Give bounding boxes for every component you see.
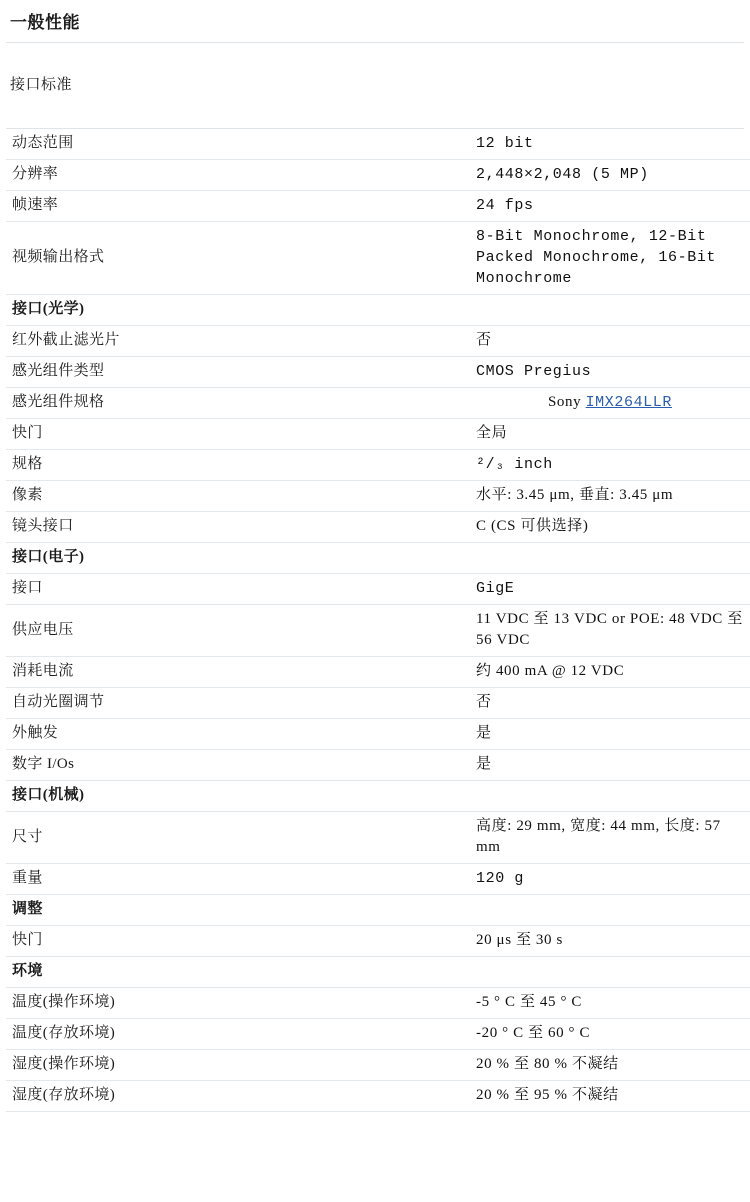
spec-value <box>470 326 750 357</box>
spec-value <box>470 222 750 295</box>
spec-value <box>470 191 750 222</box>
spec-value <box>470 1050 750 1081</box>
spec-label: 红外截止滤光片 <box>6 326 470 357</box>
table-row <box>6 222 750 295</box>
spec-value <box>470 512 750 543</box>
spec-label: 接口 <box>6 574 470 605</box>
spec-label: 快门 <box>6 926 470 957</box>
table-row <box>6 605 750 657</box>
table-row <box>6 988 750 1019</box>
spec-value-text: 是 <box>476 756 492 772</box>
spec-value <box>470 419 750 450</box>
spec-value <box>470 129 750 160</box>
spec-value-text: CMOS Pregius <box>476 363 592 380</box>
spec-value <box>470 812 750 864</box>
spec-value <box>470 688 750 719</box>
spec-label: 湿度(操作环境) <box>6 1050 470 1081</box>
table-row <box>6 481 750 512</box>
spec-group-label: 调整 <box>6 895 750 926</box>
spec-value <box>470 926 750 957</box>
spec-label: 视频输出格式 <box>6 222 470 295</box>
table-row <box>6 129 750 160</box>
spec-group-label: 接口(光学) <box>6 295 750 326</box>
table-row <box>6 750 750 781</box>
spec-label: 像素 <box>6 481 470 512</box>
spec-value <box>470 357 750 388</box>
table-row <box>6 357 750 388</box>
spec-value-text: 全局 <box>476 425 508 441</box>
spec-value <box>470 574 750 605</box>
spec-value <box>470 864 750 895</box>
spec-value-text: 是 <box>476 725 492 741</box>
spec-value <box>470 388 750 419</box>
spec-label: 镜头接口 <box>6 512 470 543</box>
spec-label: 快门 <box>6 419 470 450</box>
spec-value-text: 24 fps <box>476 197 534 214</box>
spec-value-text: 水平: 3.45 μm, 垂直: 3.45 μm <box>476 487 674 503</box>
spec-value-prefix: Sony <box>547 394 586 410</box>
table-row <box>6 1050 750 1081</box>
spec-label: 动态范围 <box>6 129 470 160</box>
specifications-table <box>6 129 750 1112</box>
spec-value <box>470 719 750 750</box>
spec-value <box>470 450 750 481</box>
spec-value-text: GigE <box>476 580 515 597</box>
spec-label: 消耗电流 <box>6 657 470 688</box>
table-row <box>6 512 750 543</box>
spec-group-row <box>6 543 750 574</box>
spec-value <box>470 988 750 1019</box>
page-title: 一般性能 <box>10 13 80 32</box>
spec-group-row <box>6 781 750 812</box>
table-row <box>6 812 750 864</box>
table-row <box>6 419 750 450</box>
spec-label: 感光组件规格 <box>6 388 470 419</box>
spec-label: 自动光圈调节 <box>6 688 470 719</box>
spec-value-text: 否 <box>476 332 492 348</box>
spec-group-row <box>6 295 750 326</box>
spec-value-text: 20 % 至 95 % 不凝结 <box>476 1087 619 1103</box>
spec-group-label: 接口(机械) <box>6 781 750 812</box>
spec-value-text: 约 400 mA @ 12 VDC <box>476 663 625 679</box>
spec-value-text: 11 VDC 至 13 VDC or POE: 48 VDC 至 56 VDC <box>476 611 743 648</box>
spec-label: 数字 I/Os <box>6 750 470 781</box>
spec-label: 湿度(存放环境) <box>6 1081 470 1112</box>
spec-value-text: -5 ° C 至 45 ° C <box>476 994 583 1010</box>
table-row <box>6 926 750 957</box>
table-row <box>6 1019 750 1050</box>
spec-value-text: 高度: 29 mm, 宽度: 44 mm, 长度: 57 mm <box>476 818 721 855</box>
spec-label: 分辨率 <box>6 160 470 191</box>
spec-value-text: -20 ° C 至 60 ° C <box>476 1025 591 1041</box>
spec-group-row <box>6 895 750 926</box>
spec-value <box>470 605 750 657</box>
spec-label: 供应电压 <box>6 605 470 657</box>
table-row <box>6 574 750 605</box>
spec-group-row <box>6 957 750 988</box>
spec-value-text: 2,448×2,048 (5 MP) <box>476 166 649 183</box>
spec-group-label: 接口(电子) <box>6 543 750 574</box>
table-row <box>6 388 750 419</box>
spec-label: 外触发 <box>6 719 470 750</box>
spec-label: 尺寸 <box>6 812 470 864</box>
spec-label: 重量 <box>6 864 470 895</box>
spec-value <box>470 1019 750 1050</box>
spec-value <box>470 750 750 781</box>
table-row <box>6 191 750 222</box>
sensor-part-link[interactable]: IMX264LLR <box>585 394 672 411</box>
table-row <box>6 719 750 750</box>
table-row <box>6 657 750 688</box>
spec-label: 温度(存放环境) <box>6 1019 470 1050</box>
spec-value-text: 8-Bit Monochrome, 12-Bit Packed Monochrome, 16-Bit Monochrome <box>476 228 717 287</box>
specifications-body <box>6 129 750 1112</box>
spec-value-text: ²/₃ inch <box>476 456 553 473</box>
spec-value <box>470 160 750 191</box>
spec-label: 规格 <box>6 450 470 481</box>
spec-group-label: 环境 <box>6 957 750 988</box>
spec-label: 感光组件类型 <box>6 357 470 388</box>
subsection-heading: 接口标准 <box>10 77 73 93</box>
table-row <box>6 864 750 895</box>
table-row <box>6 450 750 481</box>
spec-value-text: 12 bit <box>476 135 534 152</box>
spec-value-text: 20 μs 至 30 s <box>476 932 563 948</box>
spec-value <box>470 1081 750 1112</box>
spec-label: 温度(操作环境) <box>6 988 470 1019</box>
spec-value-text: 否 <box>476 694 492 710</box>
spec-value <box>470 481 750 512</box>
spec-value-text: 120 g <box>476 870 525 887</box>
table-row <box>6 160 750 191</box>
table-row <box>6 1081 750 1112</box>
spec-value <box>470 657 750 688</box>
table-row <box>6 326 750 357</box>
spec-value-text: C (CS 可供选择) <box>476 518 589 534</box>
table-row <box>6 688 750 719</box>
spec-value-text: 20 % 至 80 % 不凝结 <box>476 1056 619 1072</box>
spec-label: 帧速率 <box>6 191 470 222</box>
